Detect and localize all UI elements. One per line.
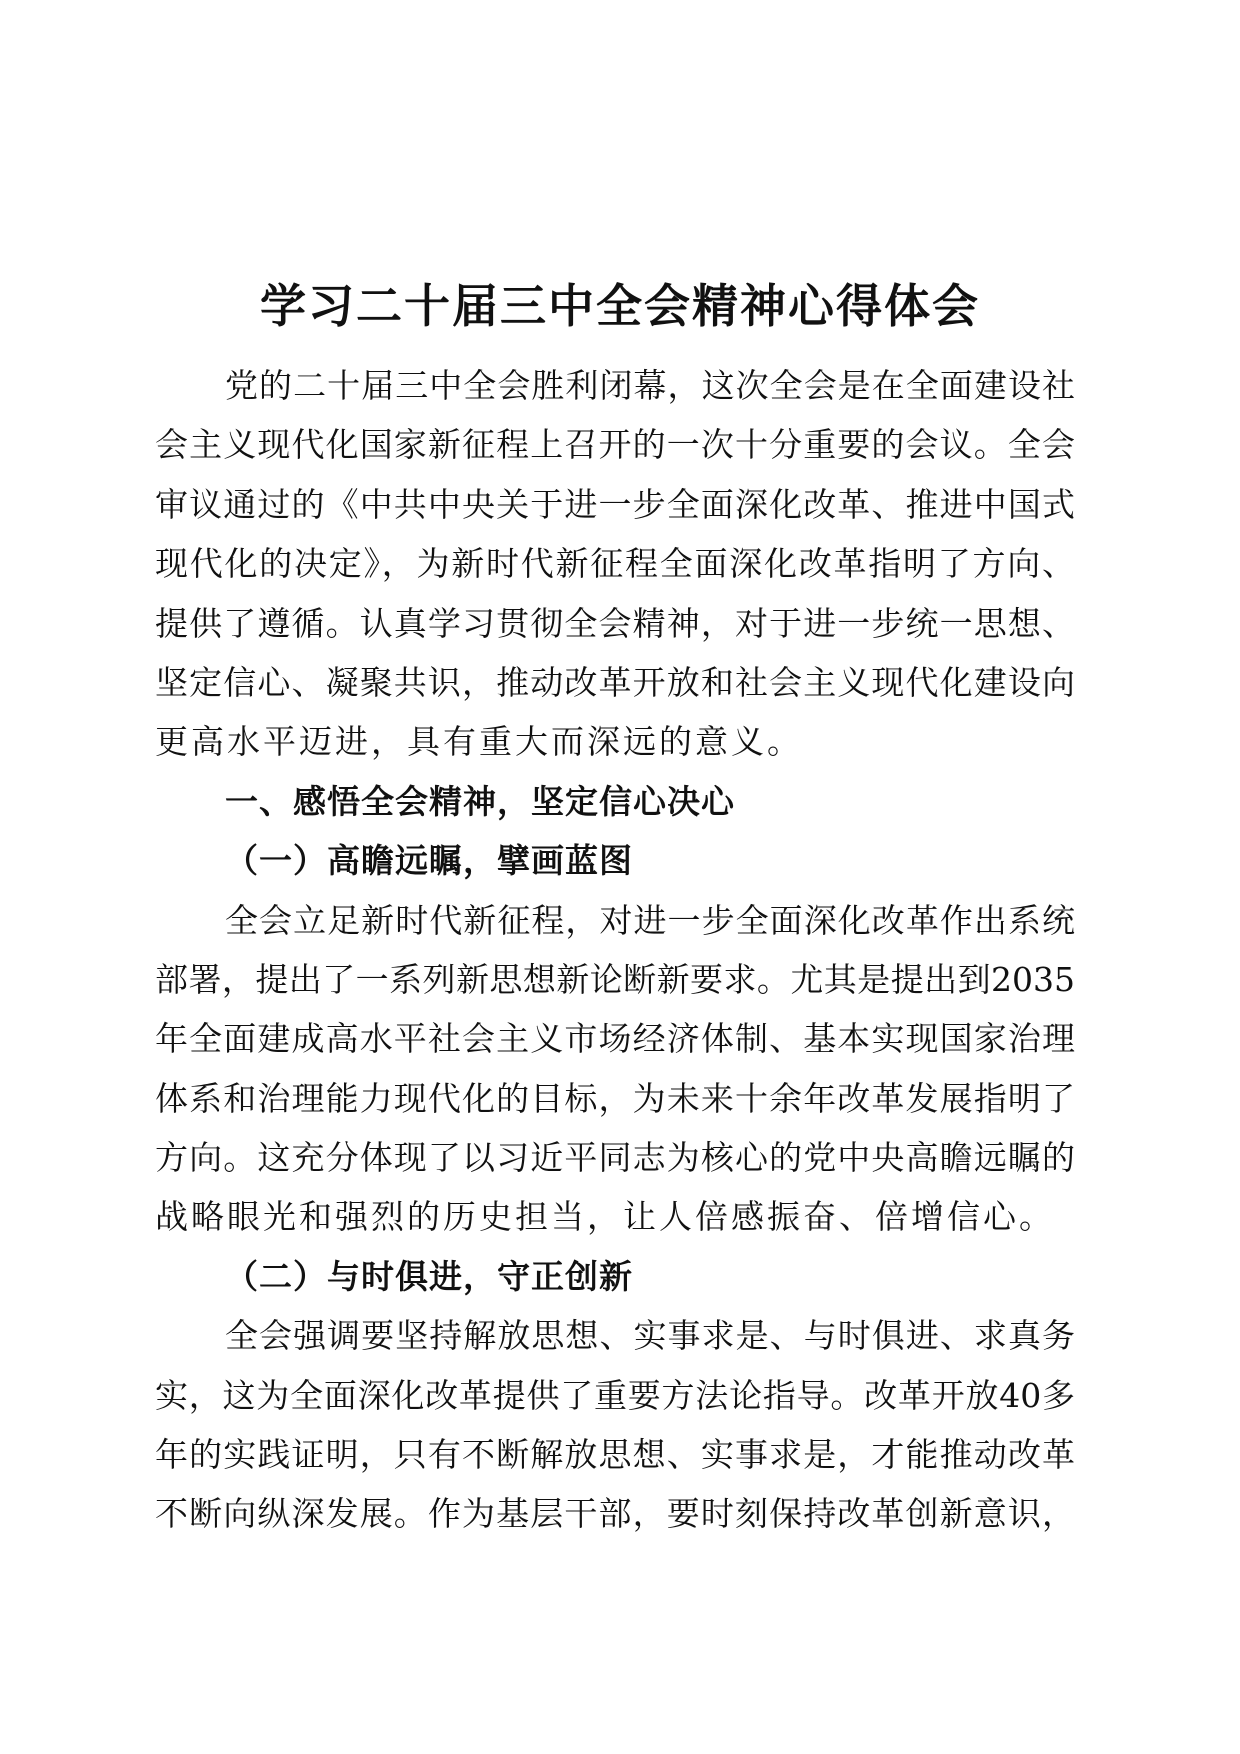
paragraph-line: 年的实践证明，只有不断解放思想、实事求是，才能推动改革 <box>155 1435 1075 1475</box>
paragraph-line: 会主义现代化国家新征程上召开的一次十分重要的会议。全会 <box>155 425 1075 465</box>
paragraph-line: 现代化的决定》，为新时代新征程全面深化改革指明了方向、 <box>155 544 1075 584</box>
paragraph-blueprint <box>155 891 1075 1247</box>
paragraph-line: 坚定信心、凝聚共识，推动改革开放和社会主义现代化建设向 <box>155 662 1075 702</box>
subsection-heading-2: （二）与时俱进，守正创新 <box>225 1256 633 1296</box>
paragraph-innovation <box>155 1306 1075 1544</box>
paragraph-intro <box>155 356 1075 772</box>
paragraph-line: 不断向纵深发展。作为基层干部，要时刻保持改革创新意识， <box>155 1494 1075 1534</box>
paragraph-line: 更高水平迈进，具有重大而深远的意义。 <box>155 722 803 762</box>
paragraph-line: 全会强调要坚持解放思想、实事求是、与时俱进、求真务 <box>225 1316 1075 1356</box>
paragraph-line: 审议通过的《中共中央关于进一步全面深化改革、推进中国式 <box>155 484 1075 524</box>
section-heading-1: 一、感悟全会精神，坚定信心决心 <box>225 781 735 821</box>
paragraph-line: 战略眼光和强烈的历史担当，让人倍感振奋、倍增信心。 <box>155 1197 1055 1237</box>
paragraph-line: 年全面建成高水平社会主义市场经济体制、基本实现国家治理 <box>155 1019 1075 1059</box>
paragraph-line: 方向。这充分体现了以习近平同志为核心的党中央高瞻远瞩的 <box>155 1138 1075 1178</box>
paragraph-line: 体系和治理能力现代化的目标，为未来十余年改革发展指明了 <box>155 1078 1075 1118</box>
paragraph-line: 实，这为全面深化改革提供了重要方法论指导。改革开放40多 <box>155 1375 1075 1415</box>
document-body <box>155 356 1075 1544</box>
paragraph-line: 部署，提出了一系列新思想新论断新要求。尤其是提出到2035 <box>155 959 1075 999</box>
paragraph-line: 全会立足新时代新征程，对进一步全面深化改革作出系统 <box>225 900 1075 940</box>
document-title: 学习二十届三中全会精神心得体会 <box>260 279 980 333</box>
subsection-heading-1: （一）高瞻远瞩，擘画蓝图 <box>225 841 633 881</box>
paragraph-line: 提供了遵循。认真学习贯彻全会精神，对于进一步统一思想、 <box>155 603 1075 643</box>
paragraph-line: 党的二十届三中全会胜利闭幕，这次全会是在全面建设社 <box>225 366 1075 405</box>
